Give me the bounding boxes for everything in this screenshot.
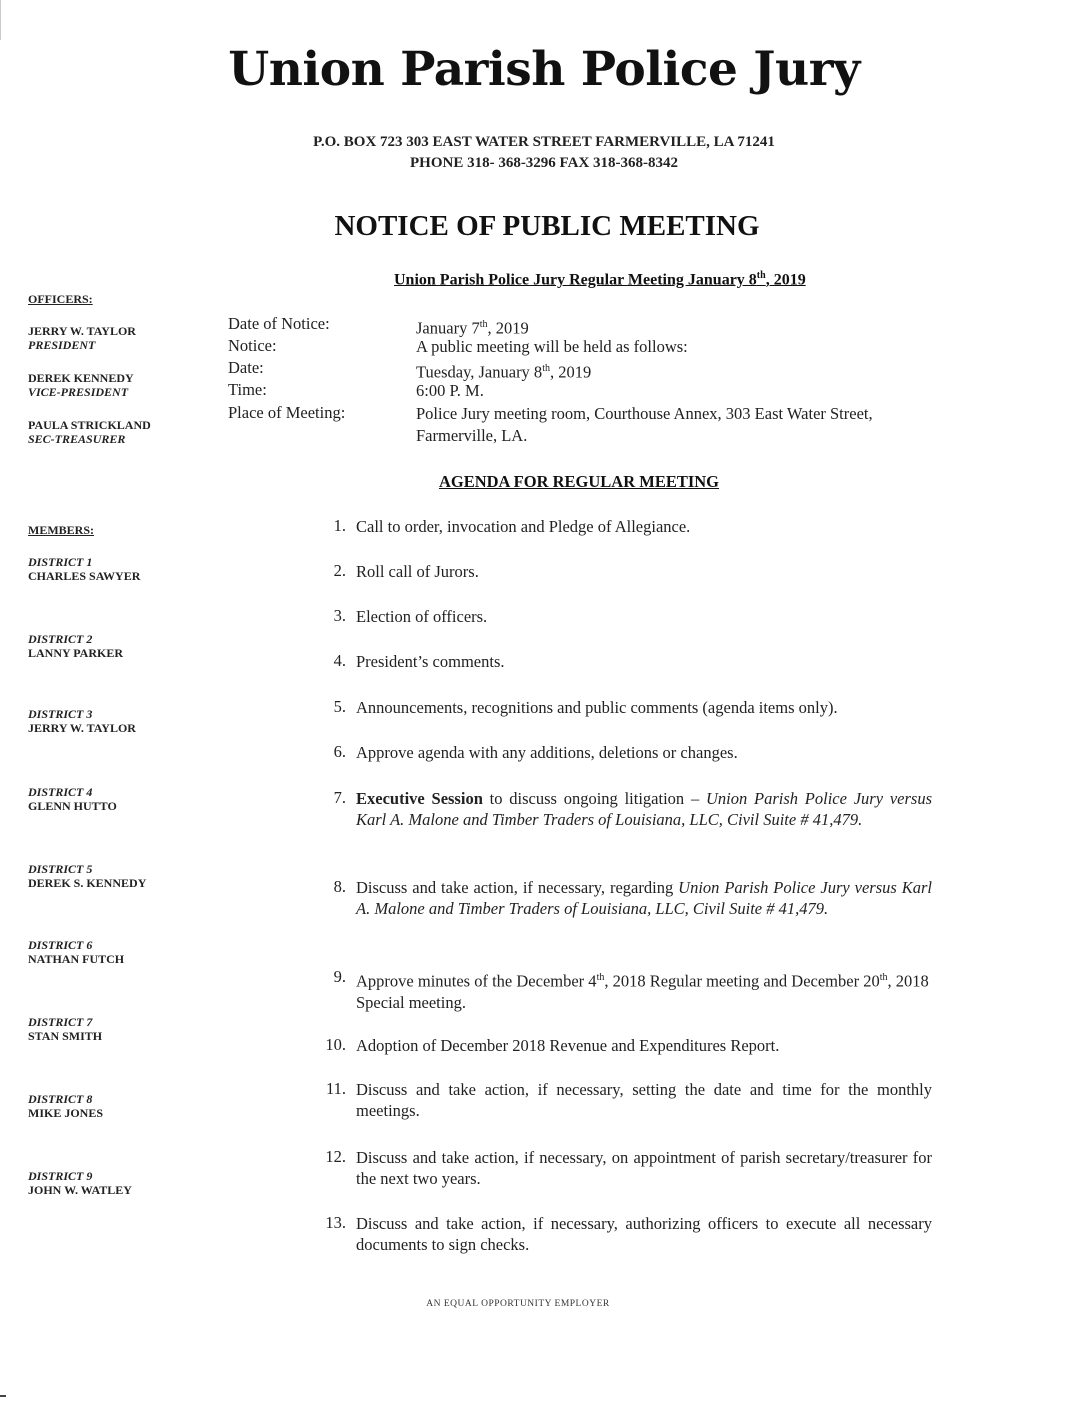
officer-entry: PAULA STRICKLAND SEC-TREASURER xyxy=(28,418,151,446)
organization-title: Union Parish Police Jury xyxy=(228,42,860,97)
agenda-title: AGENDA FOR REGULAR MEETING xyxy=(438,472,720,491)
footer-text: AN EQUAL OPPORTUNITY EMPLOYER xyxy=(426,1299,610,1309)
agenda-number: 7. xyxy=(333,788,346,807)
agenda-number: 1. xyxy=(333,516,346,535)
address-line: P.O. BOX 723 303 EAST WATER STREET FARMERVILLE, LA 71241 xyxy=(313,134,775,150)
member-entry: DISTRICT 8 MIKE JONES xyxy=(28,1092,104,1120)
detail-label: Place of Meeting: xyxy=(228,403,346,422)
phone-fax-line: PHONE 318- 368-3296 FAX 318-368-8342 xyxy=(409,155,679,171)
meeting-title: Union Parish Police Jury Regular Meeting January 8th, 2019 xyxy=(394,270,806,289)
detail-value: 6:00 P. M. xyxy=(416,381,484,400)
member-entry: DISTRICT 7 STAN SMITH xyxy=(28,1015,103,1043)
agenda-item: Election of officers. xyxy=(356,607,488,626)
agenda-item: Announcements, recognitions and public comments (agenda items only). xyxy=(356,698,838,717)
member-entry: DISTRICT 1 CHARLES SAWYER xyxy=(28,555,141,583)
agenda-item: Call to order, invocation and Pledge of Allegiance. xyxy=(356,517,691,536)
agenda-item: Discuss and take action, if necessary, regarding Union Parish Police Jury versus Karl A. Malone and Timber Traders of Louisiana, LLC, Civil Suite # 41,479. xyxy=(356,878,932,918)
detail-label: Time: xyxy=(228,380,267,399)
agenda-item: Discuss and take action, if necessary, authorizing officers to execute all necessary documents to sign checks. xyxy=(356,1214,932,1254)
detail-label: Date: xyxy=(228,358,264,377)
detail-value: A public meeting will be held as follows: xyxy=(416,337,688,356)
detail-value: Tuesday, January 8th, 2019 xyxy=(416,362,592,382)
detail-value: Police Jury meeting room, Courthouse Annex, 303 East Water Street, Farmerville, LA. xyxy=(416,404,873,445)
agenda-item: Executive Session to discuss ongoing litigation – Union Parish Police Jury versus Karl A. Malone and Timber Traders of Louisiana, LLC, Civil Suite # 41,479. xyxy=(356,789,932,829)
member-entry: DISTRICT 5 DEREK S. KENNEDY xyxy=(28,862,147,890)
agenda-number: 13. xyxy=(325,1213,346,1232)
members-heading: MEMBERS: xyxy=(28,523,94,537)
member-entry: DISTRICT 3 JERRY W. TAYLOR xyxy=(28,707,136,735)
agenda-number: 12. xyxy=(325,1147,346,1166)
detail-value: January 7th, 2019 xyxy=(416,318,529,338)
agenda-number: 11. xyxy=(325,1079,346,1098)
detail-label: Notice: xyxy=(228,336,277,355)
officer-entry: JERRY W. TAYLOR PRESIDENT xyxy=(28,324,136,352)
member-entry: DISTRICT 9 JOHN W. WATLEY xyxy=(28,1169,132,1197)
scan-artifact xyxy=(0,0,1,40)
member-entry: DISTRICT 4 GLENN HUTTO xyxy=(28,785,117,813)
agenda-number: 10. xyxy=(325,1035,346,1054)
scan-artifact xyxy=(0,1395,6,1397)
agenda-item: Discuss and take action, if necessary, on appointment of parish secretary/treasurer for the next two years. xyxy=(356,1148,932,1188)
notice-title: NOTICE OF PUBLIC MEETING xyxy=(334,210,760,242)
agenda-item: Adoption of December 2018 Revenue and Expenditures Report. xyxy=(356,1036,780,1055)
agenda-number: 5. xyxy=(333,697,346,716)
member-entry: DISTRICT 6 NATHAN FUTCH xyxy=(28,938,125,966)
agenda-number: 3. xyxy=(333,606,346,625)
agenda-number: 6. xyxy=(333,742,346,761)
officers-heading: OFFICERS: xyxy=(28,292,93,306)
detail-label: Date of Notice: xyxy=(228,314,330,333)
agenda-item: Discuss and take action, if necessary, setting the date and time for the monthly meetings. xyxy=(356,1080,932,1120)
member-entry: DISTRICT 2 LANNY PARKER xyxy=(28,632,123,660)
agenda-number: 4. xyxy=(333,651,346,670)
agenda-number: 9. xyxy=(333,967,346,986)
agenda-number: 2. xyxy=(333,561,346,580)
agenda-item: President’s comments. xyxy=(356,652,505,671)
agenda-item: Approve agenda with any additions, deletions or changes. xyxy=(356,743,738,762)
officer-entry: DEREK KENNEDY VICE-PRESIDENT xyxy=(28,371,134,399)
agenda-item: Approve minutes of the December 4th, 2018 Regular meeting and December 20th, 2018 Special meeting. xyxy=(356,971,929,1012)
agenda-item: Roll call of Jurors. xyxy=(356,562,479,581)
agenda-number: 8. xyxy=(333,877,346,896)
agenda-bold-phrase: Executive Session xyxy=(356,789,483,808)
